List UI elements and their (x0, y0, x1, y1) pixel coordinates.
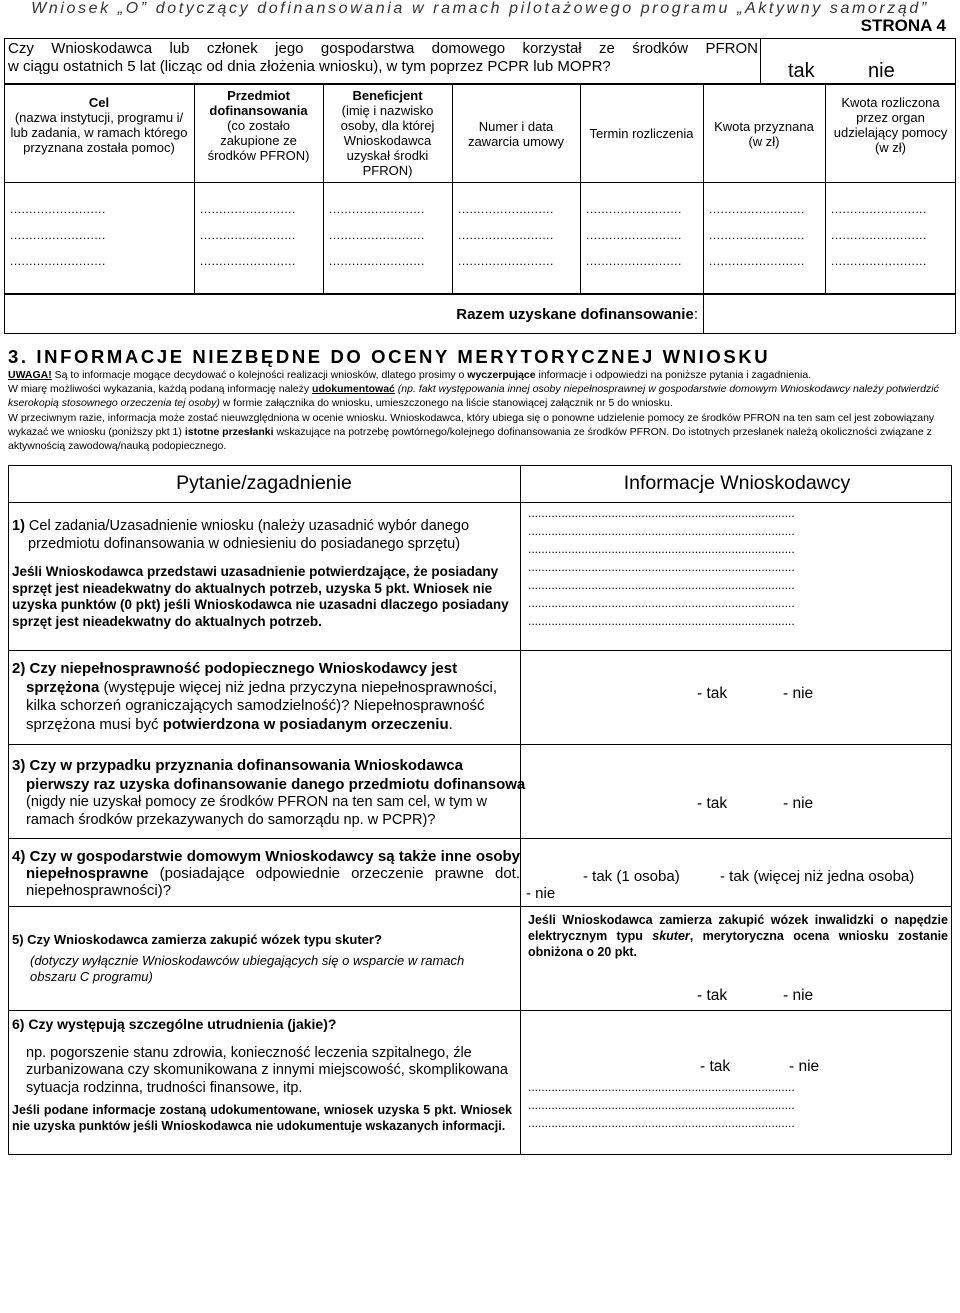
pfron-question: Czy Wnioskodawca lub członek jego gospodarstwa domowego korzystał ze środków PFRON w ciągu ostatnich 5 lat (licząc od dnia złożenia wniosku), w tym poprzez PCPR lub MOPR? (8, 40, 758, 75)
header-title: Wniosek „O” dotyczący dofinansowania w ramach pilotażowego programu „Aktywny samorząd” (31, 0, 929, 17)
numer-field[interactable]: ......................... ......................... ......................... (458, 202, 554, 268)
question-1: 1) Cel zadania/Uzasadnienie wniosku (należy uzasadnić wybór danego przedmiotu dofinansowania w odniesieniu do posiadanego sprzętu) Jeśli Wnioskodawca przedstawi uzasadnienie potwierdzające, że posiadany sprzęt jest nieadekwatny do aktualnych potrzeb, uzyska 5 pkt. Wniosek nie uzyska punktów (0 pkt) jeśli Wnioskodawca nie uzasadni dlaczego posiadany sprzęt jest nieadekwatny do aktualnych potrzeb. (12, 518, 509, 629)
col-head-kwota-rozliczona: Kwota rozliczona przez organ udzielający pomocy (w zł) (833, 95, 948, 155)
total-value-field[interactable] (705, 296, 954, 332)
kwota-rozliczona-field[interactable]: ......................... ......................... ......................... (831, 202, 927, 268)
section-note: UWAGA! Są to informacje mogące decydować o kolejności realizacji wniosków, dlatego prosimy o wyczerpujące informacje i odpowiedzi na poniższe pytania i zagadnienia. W miarę możliwości wykazania, każdą podaną informację należy udokumentować (np. fakt występowania innej osoby niepełnosprawnej w gospodarstwie domowym Wnioskodawcy należy potwierdzić kserokopią stosownego orzeczenia tej osoby) w formie załącznika do wniosku, umieszczonego na liście stanowiącej załącznik nr 5 do wniosku. W przeciwnym razie, informacja może zostać nieuwzględniona w ocenie wniosku. Wnioskodawca, który ubiega się o ponowne udzielenie pomocy ze środków PFRON na ten sam cel jest zobowiązany wykazać we wniosku (poniższy pkt 1) istotne przesłanki wskazujące na potrzebę powtórnego/kolejnego dofinansowania ze środków PFRON. Do istotnych przesłanek należą okoliczności związane z aktywnością zawodową/nauką podopiecznego. (8, 369, 939, 453)
q4-yes-one-option[interactable]: - tak (1 osoba) (583, 868, 680, 885)
section-title: 3. INFORMACJE NIEZBĘDNE DO OCENY MERYTORYCZNEJ WNIOSKU (8, 346, 771, 367)
head-question: Pytanie/zagadnienie (176, 472, 352, 494)
col-head-kwota-przyznana: Kwota przyznana (w zł) (714, 119, 814, 149)
q4-no-option[interactable]: - nie (526, 885, 556, 902)
total-label: Razem uzyskane dofinansowanie: (456, 306, 698, 323)
termin-field[interactable]: ......................... ......................... ......................... (586, 202, 682, 268)
q6-yes-option[interactable]: - tak (700, 1058, 731, 1075)
head-answers: Informacje Wnioskodawcy (623, 472, 851, 494)
col-head-numer: Numer i data zawarcia umowy (467, 119, 565, 149)
question-3: 3) Czy w przypadku przyznania dofinansowania Wnioskodawca pierwszy raz uzyska dofinansowanie danego przedmiotu dofinansowa (nigdy nie uzyskał pomocy ze środków PFRON na ten sam cel, w tym w ramach środków przekazywanych do samorządu np. w PCPR)? (12, 757, 526, 828)
q3-yes-option[interactable]: - tak (697, 795, 728, 812)
beneficjent-field[interactable]: ......................... ......................... ......................... (329, 202, 425, 268)
pfron-no-option[interactable]: nie (868, 60, 895, 82)
col-head-termin: Termin rozliczenia (589, 126, 694, 141)
q5-yes-option[interactable]: - tak (697, 987, 728, 1004)
q5-no-option[interactable]: - nie (783, 987, 814, 1004)
pfron-yes-option[interactable]: tak (788, 60, 815, 82)
kwota-przyznana-field[interactable]: ......................... ......................... ......................... (709, 202, 805, 268)
page-label: STRONA 4 (860, 16, 946, 35)
q4-yes-more-option[interactable]: - tak (więcej niż jedna osoba) (720, 868, 915, 885)
col-head-cel: Cel (nazwa instytucji, programu i/ lub zadania, w ramach którego przyznana została pomoc) (10, 95, 188, 155)
col-head-beneficjent: Beneficjent (imię i nazwisko osoby, dla której Wnioskodawca uzyskał środki PFRON) (340, 88, 435, 178)
question-5: 5) Czy Wnioskodawca zamierza zakupić wózek typu skuter? (dotyczy wyłącznie Wnioskodawców ubiegających się o wsparcie w ramach obszaru C programu) (12, 932, 465, 984)
q2-no-option[interactable]: - nie (783, 685, 814, 702)
col-head-przedmiot: Przedmiot dofinansowania (co zostało zakupione ze środków PFRON) (207, 88, 310, 163)
question-6: 6) Czy występują szczególne utrudnienia (jakie)? np. pogorszenie stanu zdrowia, konieczność leczenia szpitalnego, źle zurbanizowana czy skomunikowana z innymi miejscowość, skomplikowana sytuacja rodzinna, trudności finansowe, itp. Jeśli podane informacje zostaną udokumentowane, wniosek uzyska 5 pkt. Wniosek nie uzyska punktów jeśli Wnioskodawca nie udokumentuje wskazanych informacji. (12, 1016, 512, 1133)
q3-no-option[interactable]: - nie (783, 795, 814, 812)
question-4: 4) Czy w gospodarstwie domowym Wnioskodawcy są także inne osoby niepełnosprawne (posiadające odpowiednie orzeczenie prawne dot. niepełnosprawności)? (12, 848, 520, 899)
przedmiot-field[interactable]: ......................... ......................... ......................... (200, 202, 296, 268)
cel-field[interactable]: ......................... ......................... ......................... (10, 202, 106, 268)
q5-note: Jeśli Wnioskodawca zamierza zakupić wózek inwalidzki o napędzie elektrycznym typu skuter, merytoryczna ocena wniosku zostanie obniżona o 20 pkt. (528, 913, 949, 959)
q2-yes-option[interactable]: - tak (697, 685, 728, 702)
q6-no-option[interactable]: - nie (789, 1058, 820, 1075)
answer-1-field[interactable]: ................................................................................ ................................................................................ ................................................................................ ................................................................................ ................................................................................ ................................................................................ ................................................................................ (528, 506, 795, 628)
answer-6-field[interactable]: ................................................................................ ................................................................................ ................................................................................ (528, 1080, 795, 1130)
question-2: 2) Czy niepełnosprawność podopiecznego Wnioskodawcy jest sprzężona (występuje więcej niż jedna przyczyna niepełnosprawności, kilka schorzeń ograniczających samodzielność)? Niepełnosprawność sprzężona musi być potwierdzona w posiadanym orzeczeniu. (12, 660, 498, 733)
